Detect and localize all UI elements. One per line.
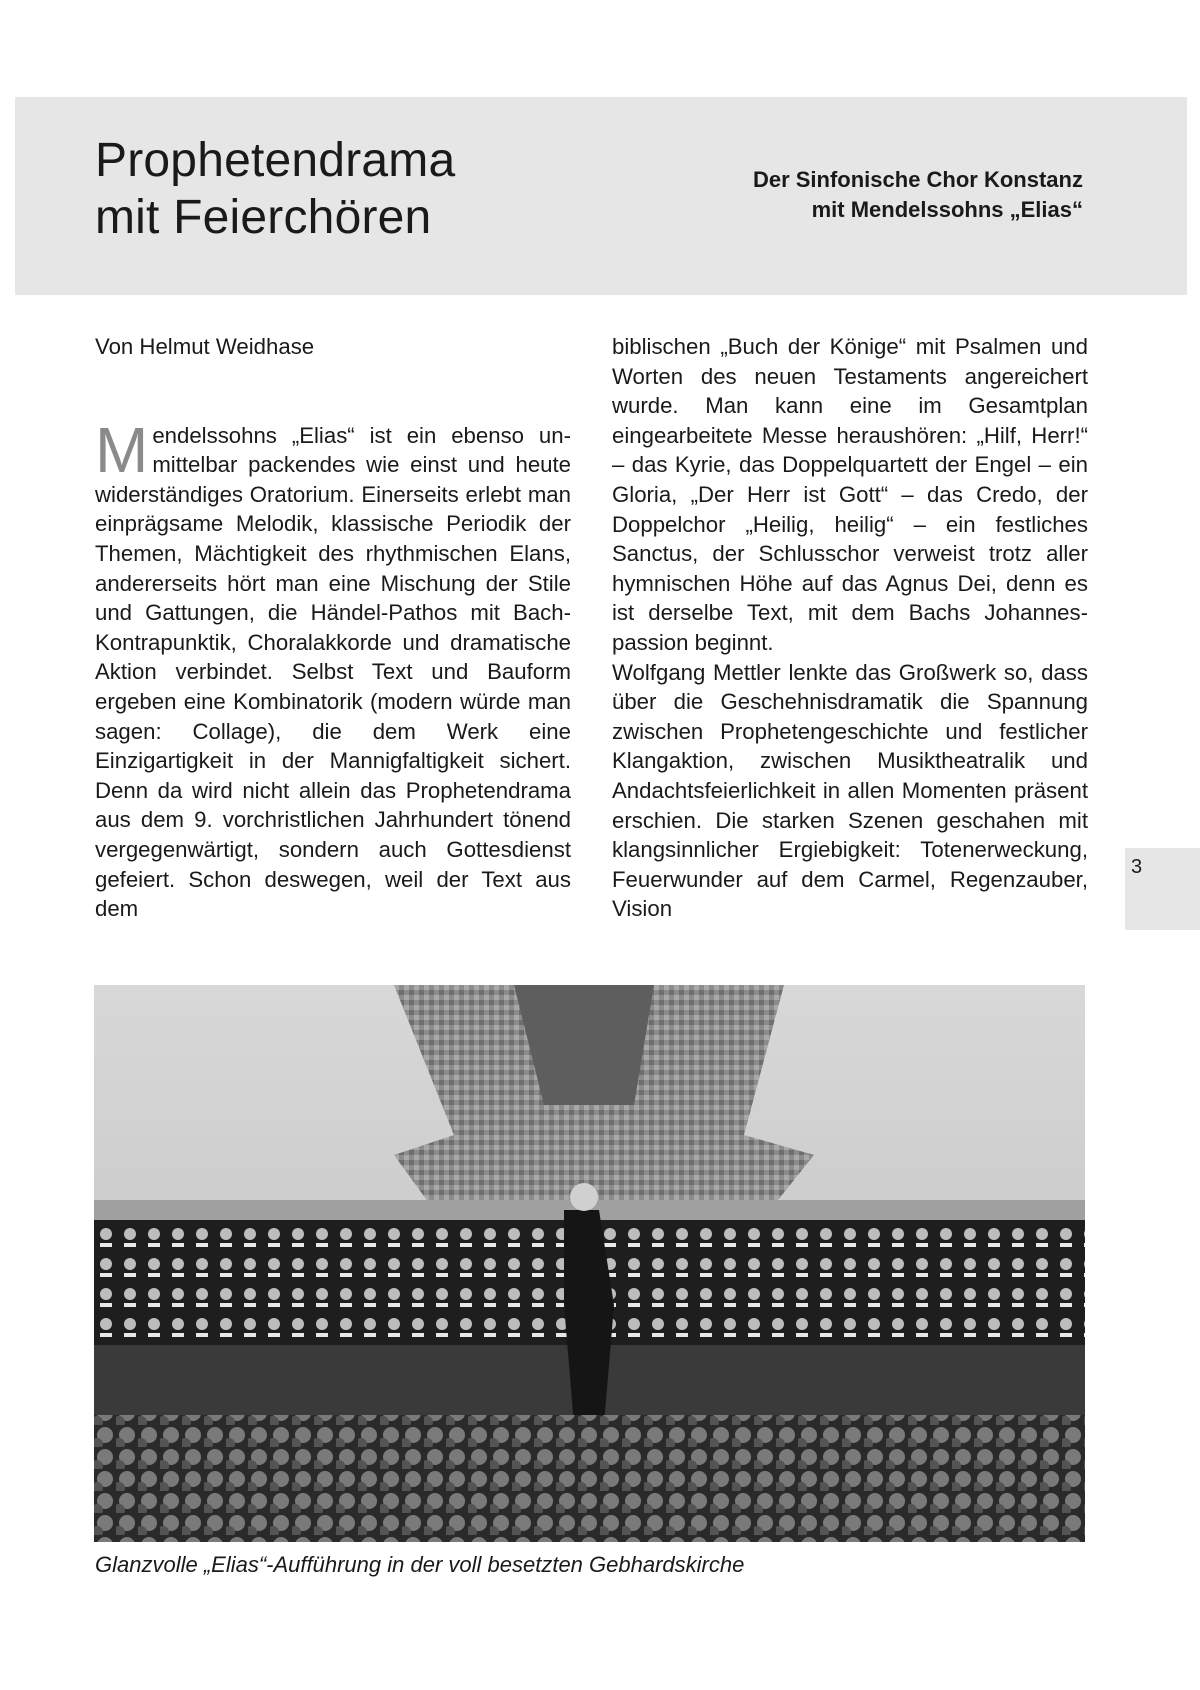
title-line-1: Prophetendrama — [95, 134, 456, 187]
paragraph-text: endelssohns „Elias“ ist ein ebenso unmittelbar packendes wie einst und heute widerständiges Oratorium. Einerseits erlebt man einprägsame Melodik, klassische Periodik der Themen, Mächtigkeit des rhythmischen Elans, andererseits hört man eine Mischung der Stile und Gattungen, die Händel-Pathos mit Bach-Kontrapunktik, Choralakkorde und dramatische Aktion verbindet. Selbst Text und Bauform ergeben eine Kombinatorik (modern würde man sagen: Collage), die dem Werk eine Einzigartigkeit in der Mannigfaltigkeit sichert. Denn da wird nicht allein das Prophetendrama aus dem 9. vorchristlichen Jahrhundert tönend vergegenwärtigt, sondern auch Gottesdienst gefeiert. Schon deswegen, weil der Text aus dem — [95, 422, 571, 922]
byline: Von Helmut Weidhase — [95, 334, 315, 359]
concert-photo-icon — [94, 985, 1085, 1542]
subtitle — [753, 165, 1083, 225]
concert-photo — [94, 985, 1085, 1542]
article-column-right — [612, 332, 1088, 924]
article-paragraph: biblischen „Buch der Könige“ mit Psalmen und Worten des neuen Testaments angereichert wurde. Man kann eine im Gesamtplan eingearbeitete Messe heraushören: „Hilf, Herr!“ – das Kyrie, das Doppelquartett der Engel – ein Gloria, „Der Herr ist Gott“ – das Credo, der Doppelchor „Heilig, heilig“ – ein festliches Sanctus, der Schlusschor verweist trotz aller hymnischen Höhe auf das Agnus Dei, denn es ist derselbe Text, mit dem Bachs Johannespassion beginnt. — [612, 334, 1088, 655]
article-column-left — [95, 332, 571, 924]
title-line-2: mit Feierchören — [95, 191, 432, 244]
article-paragraph: Wolfgang Mettler lenkte das Großwerk so, dass über die Geschehnisdramatik die Spannung zwischen Prophetengeschichte und festlicher Klangaktion, zwischen Musiktheatralik und Andachtsfeierlichkeit in allen Momenten präsent erschien. Die starken Szenen geschahen mit klangsinnlicher Ergiebigkeit: Totenerweckung, Feuerwunder auf dem Carmel, Regenzauber, Vision — [612, 659, 1088, 922]
article-paragraph — [95, 413, 571, 924]
page-title — [95, 132, 455, 246]
drop-cap: M — [95, 413, 149, 486]
photo-caption: Glanzvolle „Elias“-Aufführung in der voll besetzten Gebhardskirche — [95, 1552, 745, 1577]
page-number: 3 — [1131, 856, 1143, 878]
subtitle-line-2: mit Mendelssohns „Elias“ — [811, 197, 1083, 222]
subtitle-line-1: Der Sinfonische Chor Konstanz — [752, 167, 1083, 192]
